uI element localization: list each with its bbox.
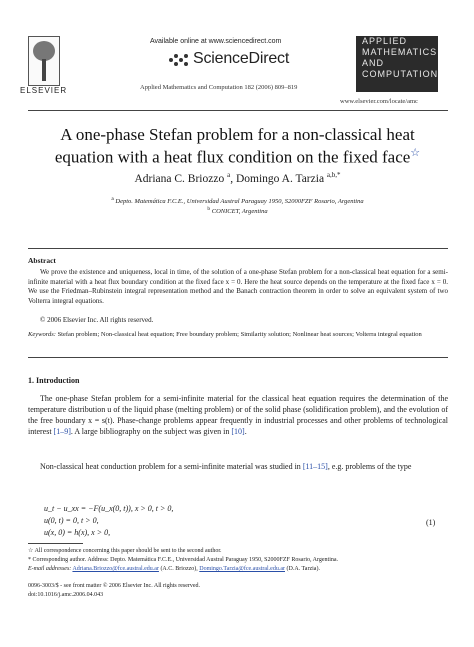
author-separator: , [230, 172, 236, 185]
footnote-1 [28, 547, 448, 555]
affil-mark: b [207, 206, 211, 212]
para-text: The one-phase Stefan problem for a semi-infinite material for the classical heat equation requires the determination of the temperature distribution u of the liquid phase (melting problem) or of the solid phase (solidification problem), and the evolution of the free boundary x = s(t). Phase-change problems appear frequently in industrial processes and other problems of technological interest [28, 394, 448, 436]
email-owner: (D.A. Tarzia). [285, 566, 320, 572]
affil-mark: a [111, 196, 114, 202]
author-name: Domingo A. Tarzia [235, 172, 325, 185]
email-owner: (A.C. Briozzo), [158, 566, 200, 572]
intro-paragraph-1 [28, 393, 448, 437]
author-affil-mark: a,b,* [326, 171, 341, 179]
footnote-rule [28, 543, 83, 544]
doi-line[interactable]: doi:10.1016/j.amc.2006.04.043 [28, 592, 104, 598]
intro-paragraph-2 [28, 461, 448, 472]
article-title [40, 125, 435, 167]
footnote-mark: ☆ [28, 548, 34, 554]
section-heading: 1. Introduction [28, 376, 80, 385]
keywords-label: Keywords: [28, 331, 56, 338]
journal-logo-line: COMPUTATION [362, 69, 439, 79]
citation-link[interactable]: [10] [231, 427, 245, 436]
para-text: Non-classical heat conduction problem for a semi-infinite material was studied in [40, 462, 303, 471]
elsevier-logo-icon [28, 36, 60, 86]
equation-line: u(x, 0) = h(x), x > 0, [44, 528, 111, 537]
title-line: A one-phase Stefan problem for a non-classical heat [60, 125, 415, 144]
abstract-text: We prove the existence and uniqueness, local in time, of the solution of a one-phase Stefan problem for a non-classical heat equation for a semi-infinite material with a heat flux boundary condition at the fixed face x = 0. Here the heat source depends on the temperature at the fixed face x = 0. We use the Friedman–Rubinstein integral representation method and the Banach contraction theorem in order to solve an equivalent system of two Volterra integral equations. [28, 268, 448, 305]
footnote-emails [28, 565, 448, 573]
para-text: . [244, 427, 247, 436]
affil-text: CONICET, Argentina [211, 208, 268, 216]
author-name: Adriana C. Briozzo [134, 172, 225, 185]
citation-link[interactable]: [1–9] [53, 427, 71, 436]
abstract-bottom-rule [28, 357, 448, 358]
journal-citation: Applied Mathematics and Computation 182 (2006) 809–819 [140, 84, 298, 91]
journal-logo-line: MATHEMATICS [362, 47, 438, 57]
affiliation-b [40, 206, 435, 215]
footnote-2 [28, 556, 448, 564]
keywords [28, 330, 448, 339]
header-rule [28, 110, 448, 111]
sciencedirect-wordmark: ScienceDirect [193, 50, 290, 67]
issn-line: 0096-3003/$ - see front matter © 2006 Elsevier Inc. All rights reserved. [28, 583, 201, 589]
abstract-copyright: © 2006 Elsevier Inc. All rights reserved. [40, 316, 154, 324]
equation-number: (1) [426, 518, 436, 527]
journal-logo [356, 36, 438, 92]
abstract-heading: Abstract [28, 256, 56, 265]
sciencedirect-dots-icon [168, 52, 190, 68]
affiliation-a [40, 196, 435, 205]
journal-url[interactable]: www.elsevier.com/locate/amc [340, 98, 418, 105]
affil-text: Depto. Matemática F.C.E., Universidad Austral Paraguay 1950, S2000FZF Rosario, Argentina [115, 198, 364, 206]
available-online-text: Available online at www.sciencedirect.com [150, 38, 282, 45]
publisher-name: ELSEVIER [20, 86, 68, 95]
email-link[interactable]: Domingo.Tarzia@fce.austral.edu.ar [199, 566, 285, 572]
equation-line: u_t − u_xx = −F(u_x(0, t)), x > 0, t > 0, [44, 504, 174, 513]
email-link[interactable]: Adriana.Briozzo@fce.austral.edu.ar [72, 566, 159, 572]
keywords-list: Stefan problem; Non-classical heat equation; Free boundary problem; Similarity solution; Nonlinear heat sources; Volterra integral equation [57, 331, 422, 338]
footnote-mark: * [28, 557, 31, 563]
footnote-text: All correspondence concerning this paper should be sent to the second author. [34, 548, 222, 554]
para-text: . A large bibliography on the subject was given in [70, 427, 232, 436]
author-affil-mark: a [227, 171, 231, 179]
journal-logo-line: APPLIED [362, 36, 408, 46]
title-footnote-star[interactable]: ☆ [410, 147, 421, 159]
equation-line: u(0, t) = 0, t > 0, [44, 516, 99, 525]
para-text: , e.g. problems of the type [327, 462, 412, 471]
title-line-text: equation with a heat flux condition on the fixed face [54, 147, 411, 167]
abstract-top-rule [28, 248, 448, 249]
citation-link[interactable]: [11–15] [302, 462, 328, 471]
title-line [40, 144, 435, 167]
author-list [40, 171, 435, 185]
journal-logo-line: AND [362, 58, 385, 68]
footnote-text: Corresponding author. Address: Depto. Matemática F.C.E., Universidad Austral Paraguay 1950, S2000FZF Rosario, Argentina. [32, 557, 339, 563]
email-label: E-mail addresses: [28, 566, 72, 572]
